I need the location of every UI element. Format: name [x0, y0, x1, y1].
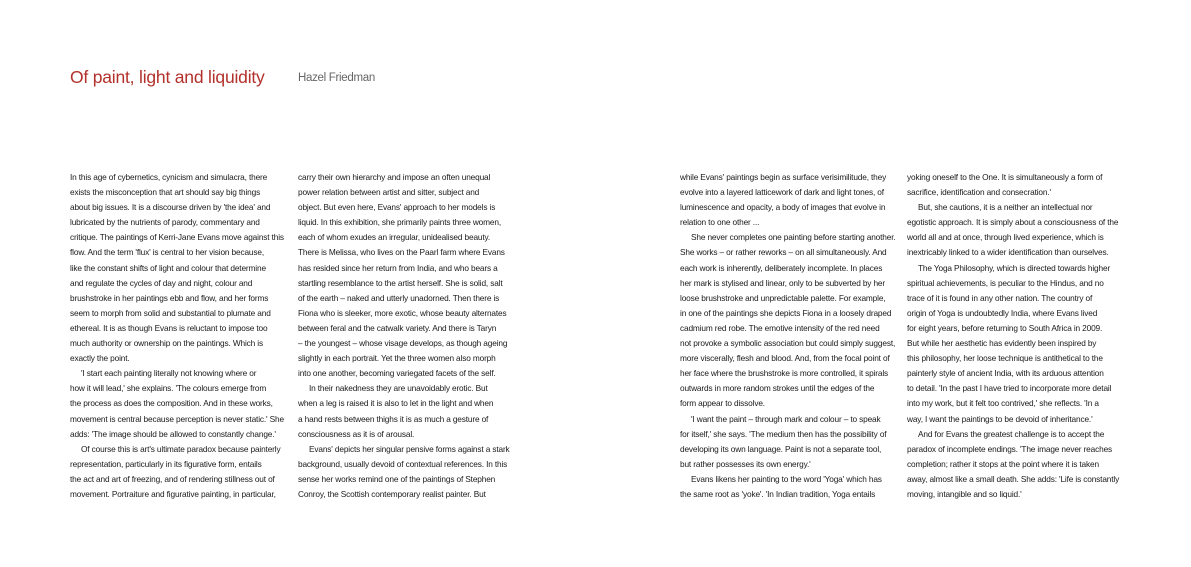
- text-line: She works – or rather reworks – on all simultaneously. And: [680, 247, 887, 258]
- text-line: completion; rather it stops at the point where it is taken: [907, 458, 1099, 469]
- text-line: like the constant shifts of light and colour that determine: [70, 262, 266, 273]
- text-line: background, usually devoid of contextual references. In this: [298, 458, 508, 469]
- text-line: developing its own language. Paint is not a separate tool,: [680, 443, 882, 454]
- text-line: exactly the point.: [70, 353, 130, 364]
- text-line: while Evans' paintings begin as surface verisimilitude, they: [680, 172, 887, 182]
- text-line: between feral and the catwalk variety. And there is Taryn: [298, 322, 497, 333]
- text-line: the act and art of freezing, and of rendering stillness out of: [70, 473, 275, 484]
- text-line: – the youngest – whose visage develops, as though ageing: [298, 338, 508, 349]
- text-line: origin of Yoga is undoubtedly India, where Evans lived: [907, 307, 1098, 318]
- text-line: more viscerally, flesh and blood. And, from the focal point of: [680, 353, 890, 364]
- text-line: Evans' depicts her singular pensive forms against a stark: [309, 443, 510, 454]
- text-line: There is Melissa, who lives on the Paarl farm where Evans: [298, 247, 505, 258]
- text-line: has resided since her return from India, and who bears a: [298, 262, 498, 273]
- text-line: consciousness as it is of arousal.: [298, 428, 415, 439]
- text-line: She never completes one painting before starting another.: [691, 232, 896, 243]
- text-line: outwards in more random strokes until the edges of the: [680, 383, 875, 394]
- text-line: sense her works remind one of the paintings of Stephen: [298, 473, 496, 484]
- text-line: this philosophy, her loose technique is antithetical to the: [907, 353, 1103, 364]
- text-line: startling resemblance to the artist herself. She is solid, salt: [298, 277, 503, 288]
- text-line: a hand rests between thighs it is as much a gesture of: [298, 413, 489, 424]
- text-line: in one of the paintings she depicts Fiona in a loosely draped: [680, 307, 892, 318]
- text-line: Fiona who is sleeker, more exotic, whose beauty alternates: [298, 307, 507, 318]
- text-line: inextricably linked to a wider identification than ourselves.: [907, 247, 1109, 258]
- text-line: power relation between artist and sitter, subject and: [298, 187, 480, 198]
- text-line: not provoke a symbolic association but could simply suggest,: [680, 338, 896, 349]
- text-line: But, she cautions, it is a neither an intellectual nor: [918, 202, 1093, 213]
- text-line: representation, particularly in its figurative form, entails: [70, 458, 262, 469]
- text-line: trace of it is found in any other nation. The country of: [907, 292, 1093, 303]
- text-line: evolve into a layered latticework of dark and light tones, of: [680, 187, 884, 198]
- text-line: for eight years, before returning to South Africa in 2009.: [907, 322, 1103, 333]
- text-column-1: [70, 170, 295, 502]
- text-line: Evans likens her painting to the word 'Yoga' which has: [691, 473, 882, 484]
- text-line: spiritual achievements, is peculiar to the Hindus, and no: [907, 277, 1104, 288]
- text-line: liquid. In this exhibition, she primarily paints three women,: [298, 217, 501, 228]
- text-line: flow. And the term 'flux' is central to her vision because,: [70, 247, 265, 258]
- text-line: ethereal. It is as though Evans is reluctant to impose too: [70, 322, 268, 333]
- text-line: In their nakedness they are unavoidably erotic. But: [309, 383, 488, 394]
- text-line: sacrifice, identification and consecration.': [907, 187, 1051, 198]
- text-line: The Yoga Philosophy, which is directed towards higher: [918, 262, 1111, 273]
- text-line: her mark is stylised and linear, only to be subverted by her: [680, 277, 885, 288]
- text-line: lubricated by the nutrients of parody, commentary and: [70, 217, 260, 228]
- text-line: moving, intangible and so liquid.': [907, 488, 1022, 499]
- text-line: into my work, but it felt too contrived,' she reflects. 'In a: [907, 398, 1099, 409]
- text-line: object. But even here, Evans' approach to her models is: [298, 202, 496, 213]
- text-line: seem to morph from solid and substantial to plumate and: [70, 307, 271, 318]
- text-line: And for Evans the greatest challenge is to accept the: [918, 428, 1105, 439]
- text-line: Of course this is art's ultimate paradox because painterly: [81, 443, 281, 454]
- text-line: But while her aesthetic has evidently been inspired by: [907, 338, 1097, 349]
- text-line: Conroy, the Scottish contemporary realist painter. But: [298, 488, 486, 499]
- text-line: 'I want the paint – through mark and colour – to speak: [691, 413, 881, 424]
- text-line: brushstroke in her paintings ebb and flow, and her forms: [70, 292, 269, 303]
- text-column-4: [907, 170, 1132, 502]
- text-line: form appear to dissolve.: [680, 398, 765, 409]
- text-line: loose brushstroke and unpredictable palette. For example,: [680, 292, 886, 303]
- text-line: each work is inherently, deliberately incomplete. In places: [680, 262, 883, 273]
- text-line: away, almost like a small death. She adds: 'Life is constantly: [907, 473, 1120, 484]
- text-line: world all and at once, through lived experience, which is: [907, 232, 1104, 243]
- text-line: In this age of cybernetics, cynicism and simulacra, there: [70, 172, 268, 182]
- text-line: but rather possesses its own energy.': [680, 458, 811, 469]
- text-line: movement. Portraiture and figurative painting, in particular,: [70, 488, 276, 499]
- text-line: paradox of incomplete endings. 'The image never reaches: [907, 443, 1113, 454]
- text-line: to detail. 'In the past I have tried to incorporate more detail: [907, 383, 1112, 394]
- text-line: of the earth – naked and utterly unadorned. Then there is: [298, 292, 500, 303]
- text-line: her face where the brushstroke is more controlled, it spirals: [680, 368, 889, 379]
- text-line: critique. The paintings of Kerri-Jane Evans move against this: [70, 232, 284, 243]
- text-line: exists the misconception that art should say big things: [70, 187, 261, 198]
- text-line: luminescence and opacity, a body of images that evolve in: [680, 202, 886, 213]
- text-line: the process as does the composition. And in these works,: [70, 398, 273, 409]
- text-line: for itself,' she says. 'The medium then has the possibility of: [680, 428, 887, 439]
- text-line: carry their own hierarchy and impose an often unequal: [298, 172, 491, 182]
- text-line: and regulate the cycles of day and night, colour and: [70, 277, 253, 288]
- text-line: yoking oneself to the One. It is simultaneously a form of: [907, 172, 1103, 182]
- text-line: cadmium red robe. The emotive intensity of the red need: [680, 322, 880, 333]
- article-author: Hazel Friedman: [298, 72, 375, 84]
- text-column-2: [298, 170, 523, 502]
- text-line: slightly in each portrait. Yet the three women also morph: [298, 353, 496, 364]
- text-line: the same root as 'yoke'. 'In Indian tradition, Yoga entails: [680, 488, 876, 499]
- text-line: much authority or ownership on the paintings. Which is: [70, 338, 263, 349]
- text-line: into one another, becoming variegated facets of the self.: [298, 368, 496, 379]
- text-line: movement is central because perception is never static.' She: [70, 413, 284, 424]
- text-line: when a leg is raised it is also to let in the light and when: [298, 398, 494, 409]
- text-line: each of whom exudes an irregular, unidealised beauty.: [298, 232, 491, 243]
- text-line: 'I start each painting literally not knowing where or: [81, 368, 257, 379]
- text-line: about big issues. It is a discourse driven by 'the idea' and: [70, 202, 271, 213]
- article-title: Of paint, light and liquidity: [70, 67, 265, 87]
- text-line: how it will lead,' she explains. 'The colours emerge from: [70, 383, 267, 394]
- text-line: adds: 'The image should be allowed to constantly change.': [70, 428, 276, 439]
- text-line: way, I want the paintings to be devoid of inheritance.': [907, 413, 1093, 424]
- text-line: relation to one other ...: [680, 217, 760, 228]
- text-line: painterly style of ancient India, with its arduous attention: [907, 368, 1104, 379]
- text-column-3: [680, 170, 905, 502]
- text-line: egotistic approach. It is simply about a consciousness of the: [907, 217, 1119, 228]
